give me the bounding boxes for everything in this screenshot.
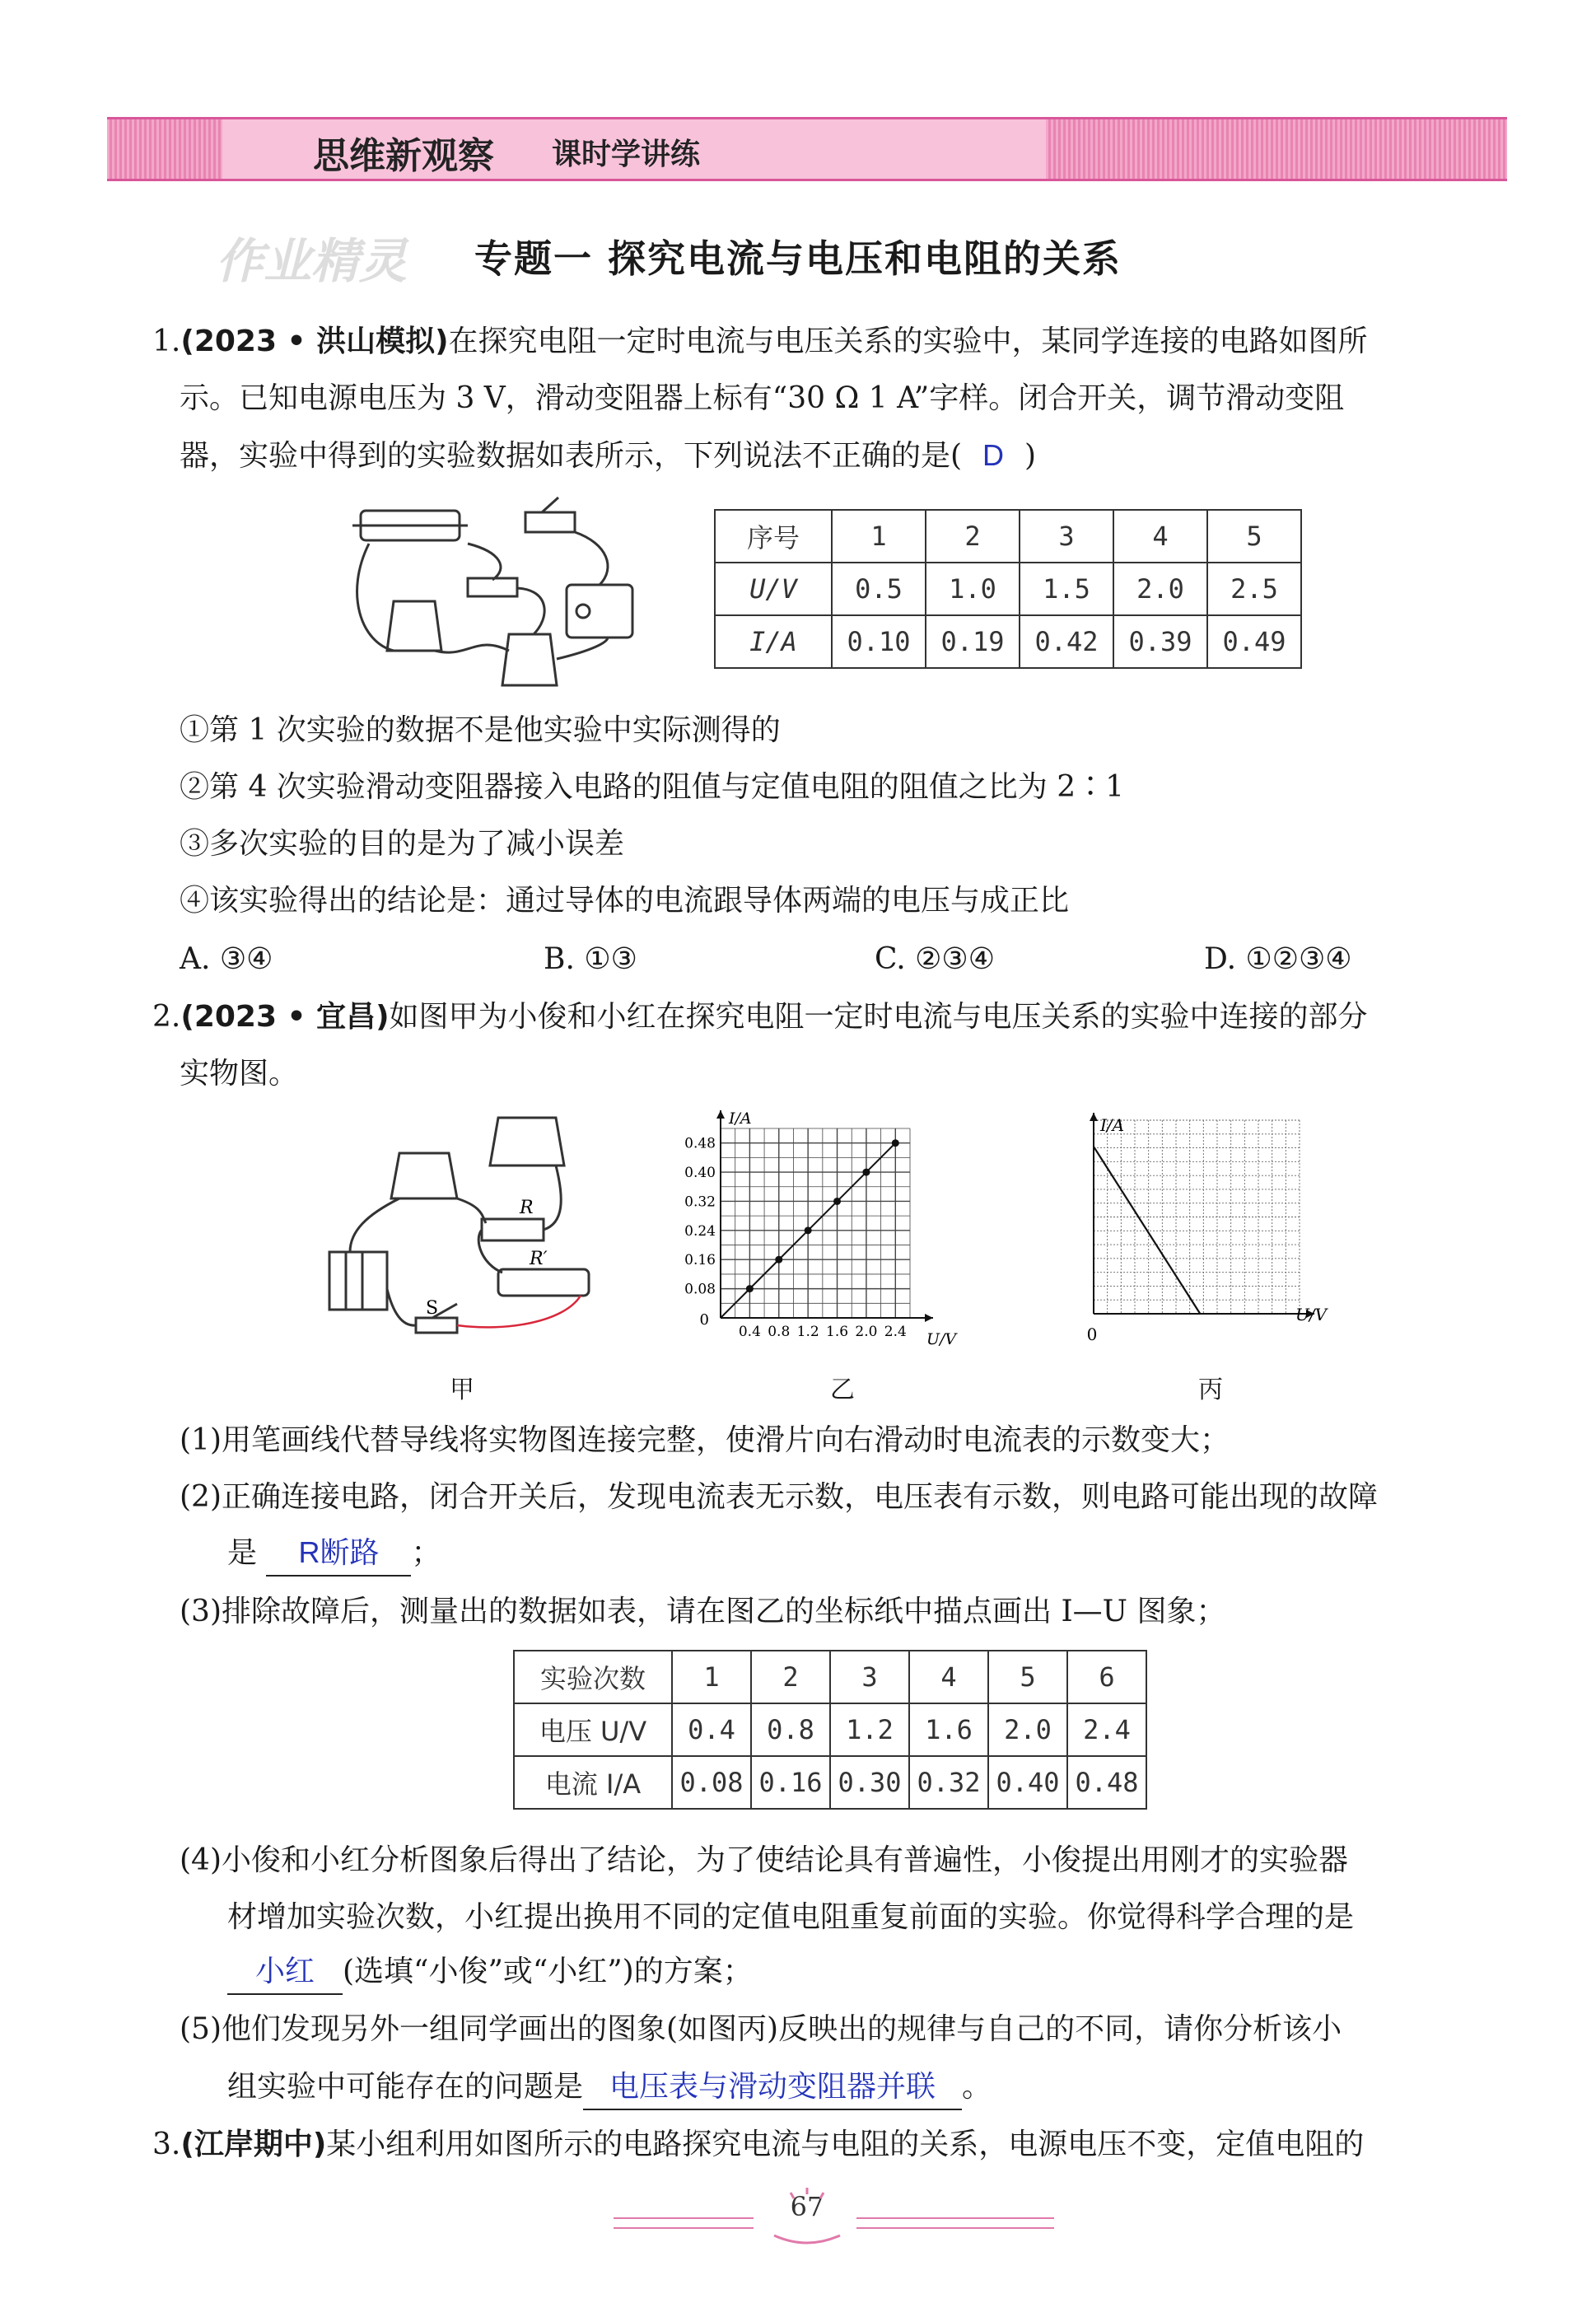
rheostat-icon: [498, 1269, 589, 1296]
q2-number: 2.: [152, 1000, 181, 1034]
origin-label: 0: [1086, 1324, 1098, 1344]
x-tick-label: 0.4: [738, 1324, 761, 1340]
header-subtitle: 课时学讲练: [552, 138, 701, 171]
chart-bing: [1071, 1108, 1342, 1355]
q3-number: 3.: [152, 2128, 181, 2161]
svg-text:R′: R′: [530, 1249, 548, 1269]
q1-circuit-figure: [344, 494, 649, 692]
page-header: [107, 117, 1507, 181]
q2-data-table: 实验次数 1 2 3 4 5 6 电压 U/V 0.4 0.8 1.2 1.6 2.0 2.4 电流 I/A 0.08 0.16 0.30 0.32 0.40 0.48: [513, 1650, 1147, 1810]
x-axis-label: U/V: [1295, 1305, 1328, 1324]
watermark: 作业精灵: [216, 233, 408, 289]
series-line: [1094, 1147, 1200, 1314]
resistor-icon: [468, 578, 517, 596]
data-point: [746, 1285, 754, 1292]
ammeter-icon: [391, 1153, 457, 1198]
q2-sub5-line1: (5)他们发现另外一组同学画出的图象(如图丙)反映出的规律与自己的不同，请你分析该小: [180, 2012, 1342, 2046]
q3-source: (江岸期中): [180, 2128, 327, 2161]
q2-line-1: 2.(2023 • 宜昌)如图甲为小俊和小红在探究电阻一定时电流与电压关系的实验中连接的部分: [152, 1000, 1368, 1034]
q1-option-a: A. ③④: [180, 942, 273, 976]
x-tick-label: 2.0: [855, 1324, 878, 1340]
y-axis-label: I/A: [1100, 1115, 1125, 1135]
q2-sub4-line3: 小红 (选填“小俊”或“小红”)的方案；: [227, 1949, 753, 1995]
q1-line-1: 1.(2023 • 洪山模拟)在探究电阻一定时电流与电压关系的实验中，某同学连接的电路如图所: [152, 325, 1368, 358]
q3-line-1: 3.(江岸期中)某小组利用如图所示的电路探究电流与电阻的关系，电源电压不变，定值电阻的: [152, 2128, 1365, 2161]
switch-s-icon: [416, 1318, 457, 1333]
q2-sub2-line1: (2)正确连接电路，闭合开关后，发现电流表无示数，电压表有示数，则电路可能出现的故障: [180, 1480, 1378, 1514]
x-axis-label: U/V: [926, 1330, 957, 1348]
y-tick-label: 0.24: [684, 1222, 716, 1240]
q2-circuit-figure-jia: [317, 1108, 605, 1355]
q2-sub1: (1)用笔画线代替导线将实物图连接完整，使滑片向右滑动时电流表的示数变大；: [180, 1423, 1230, 1457]
y-axis-label: I/A: [729, 1109, 752, 1128]
fig-label-jia: 甲: [450, 1376, 474, 1404]
q2-sub2-answer-blank: R断路: [266, 1530, 411, 1577]
page-number: 67: [790, 2191, 824, 2222]
voltmeter-icon: [387, 601, 441, 651]
y-axis-arrow: [716, 1110, 725, 1119]
q1-option-b: B. ①③: [544, 942, 637, 976]
y-tick-label: 0.16: [684, 1252, 716, 1269]
chart-yi: [675, 1104, 988, 1359]
q2-line-2: 实物图。: [180, 1057, 299, 1091]
data-point: [775, 1256, 782, 1264]
svg-text:R: R: [520, 1198, 534, 1218]
x-tick-label: 1.2: [796, 1324, 819, 1340]
data-point: [892, 1139, 899, 1147]
q1-option-c: C. ②③④: [875, 942, 995, 976]
q1-answer: D: [982, 438, 1005, 472]
q1-data-table: 序号 1 2 3 4 5 U/V 0.5 1.0 1.5 2.0 2.5 I/A 0.10 0.19 0.42 0.39 0.49: [714, 509, 1302, 669]
q1-statement-2: ②第 4 次实验滑动变阻器接入电路的阻值与定值电阻的阻值之比为 2∶1: [180, 770, 1125, 804]
x-tick-label: 0.8: [768, 1324, 791, 1340]
svg-text:S: S: [426, 1298, 439, 1319]
q2-sub2-line2: 是 R断路 ；: [227, 1530, 441, 1577]
y-tick-label: 0.32: [684, 1194, 716, 1211]
y-axis-arrow: [1090, 1113, 1098, 1121]
fig-label-bing: 丙: [1198, 1376, 1223, 1404]
data-point: [833, 1198, 841, 1205]
footer-line-left-2: [614, 2227, 754, 2229]
q1-option-d: D. ①②③④: [1204, 942, 1352, 976]
battery-icon: [329, 1252, 387, 1310]
q1-statement-4: ④该实验得出的结论是：通过导体的电流跟导体两端的电压与成正比: [180, 884, 1070, 918]
fig-label-yi: 乙: [830, 1376, 855, 1404]
q1-number: 1.: [152, 325, 181, 358]
q1-statement-3: ③多次实验的目的是为了减小误差: [180, 827, 625, 861]
footer-line-right-2: [856, 2227, 1054, 2229]
header-title: 思维新观察: [313, 135, 494, 177]
q2-source: (2023 • 宜昌): [180, 1000, 390, 1034]
x-tick-label: 1.6: [826, 1324, 849, 1340]
q2-sub3: (3)排除故障后，测量出的数据如表，请在图乙的坐标纸中描点画出 I—U 图象；: [180, 1595, 1226, 1628]
q1-source: (2023 • 洪山模拟): [180, 325, 449, 358]
x-tick-label: 2.4: [884, 1324, 907, 1340]
section-title: 专题一 探究电流与电压和电阻的关系: [474, 236, 1122, 281]
footer-line-right: [856, 2217, 1054, 2219]
q1-line-3: 器，实验中得到的实验数据如表所示，下列说法不正确的是( D ): [180, 433, 1036, 479]
resistor-r-icon: [482, 1219, 544, 1240]
q2-sub4-line2: 材增加实验次数，小红提出换用不同的定值电阻重复前面的实验。你觉得科学合理的是: [227, 1900, 1355, 1934]
ammeter-icon: [502, 634, 557, 685]
y-tick-label: 0.40: [684, 1165, 716, 1182]
data-point: [805, 1226, 812, 1234]
x-axis-arrow: [925, 1314, 933, 1322]
q1-statement-1: ①第 1 次实验的数据不是他实验中实际测得的: [180, 713, 781, 747]
y-tick-label: 0.08: [684, 1281, 716, 1298]
data-point: [862, 1169, 870, 1176]
q2-sub5-answer-blank: 电压表与滑动变阻器并联: [583, 2064, 962, 2110]
switch-icon: [525, 512, 575, 532]
q1-line-2: 示。已知电源电压为 3 V，滑动变阻器上标有“30 Ω 1 A”字样。闭合开关，调节滑动变阻: [180, 381, 1345, 415]
q2-sub4-answer-blank: 小红: [227, 1949, 343, 1995]
page-number-ornament-icon: [766, 2184, 848, 2250]
q2-sub5-line2: 组实验中可能存在的问题是 电压表与滑动变阻器并联 。: [227, 2064, 992, 2110]
q2-sub4-line1: (4)小俊和小红分析图象后得出了结论，为了使结论具有普遍性，小俊提出用刚才的实验器: [180, 1843, 1348, 1877]
y-tick-label: 0.48: [684, 1135, 716, 1152]
voltmeter-icon: [490, 1118, 564, 1166]
origin-label: 0: [699, 1311, 709, 1329]
footer-line-left: [614, 2217, 754, 2219]
